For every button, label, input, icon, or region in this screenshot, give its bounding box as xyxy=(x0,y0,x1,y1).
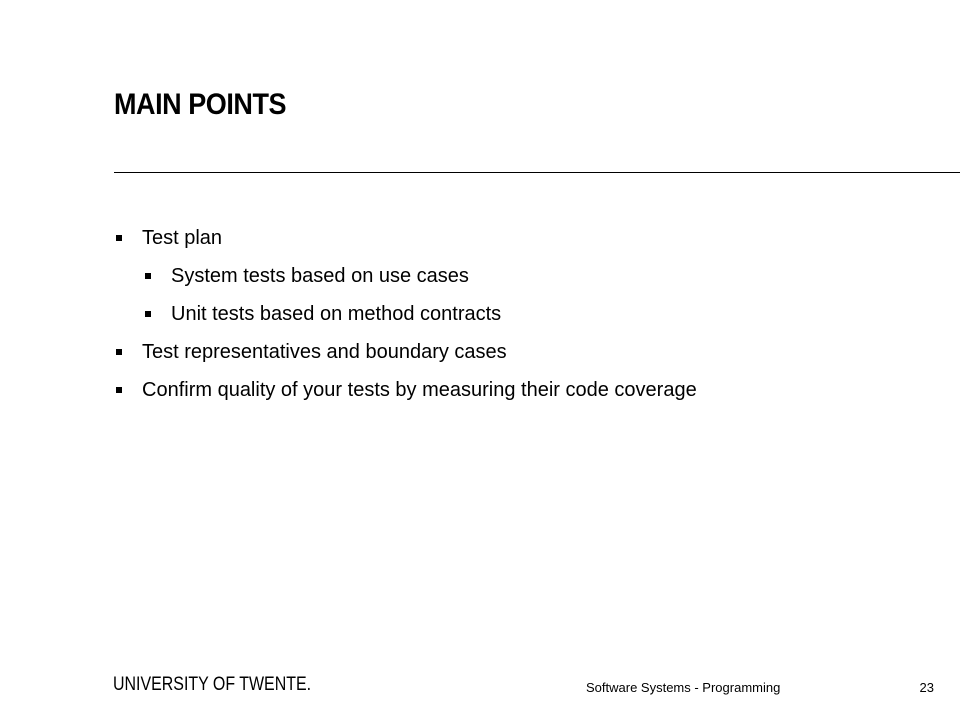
square-bullet-icon xyxy=(145,311,151,317)
sub-bullet-item xyxy=(114,260,697,298)
title-divider xyxy=(114,172,960,173)
bullet-item xyxy=(114,336,697,374)
footer-course-name: Software Systems - Programming xyxy=(586,680,781,695)
square-bullet-icon xyxy=(116,235,122,241)
square-bullet-icon xyxy=(145,273,151,279)
slide-title: MAIN POINTS xyxy=(114,88,287,121)
bullet-text: System tests based on use cases xyxy=(171,265,469,287)
bullet-list xyxy=(114,222,697,412)
bullet-text: Confirm quality of your tests by measuring their code coverage xyxy=(142,379,697,401)
square-bullet-icon xyxy=(116,387,122,393)
bullet-text: Unit tests based on method contracts xyxy=(171,303,502,325)
page-number: 23 xyxy=(919,680,934,695)
bullet-text: Test plan xyxy=(142,227,223,249)
square-bullet-icon xyxy=(116,349,122,355)
sub-bullet-item xyxy=(114,298,697,336)
university-logo: UNIVERSITY OF TWENTE. xyxy=(113,674,312,695)
bullet-item xyxy=(114,374,697,412)
bullet-text: Test representatives and boundary cases xyxy=(142,341,507,363)
bullet-item xyxy=(114,222,697,260)
